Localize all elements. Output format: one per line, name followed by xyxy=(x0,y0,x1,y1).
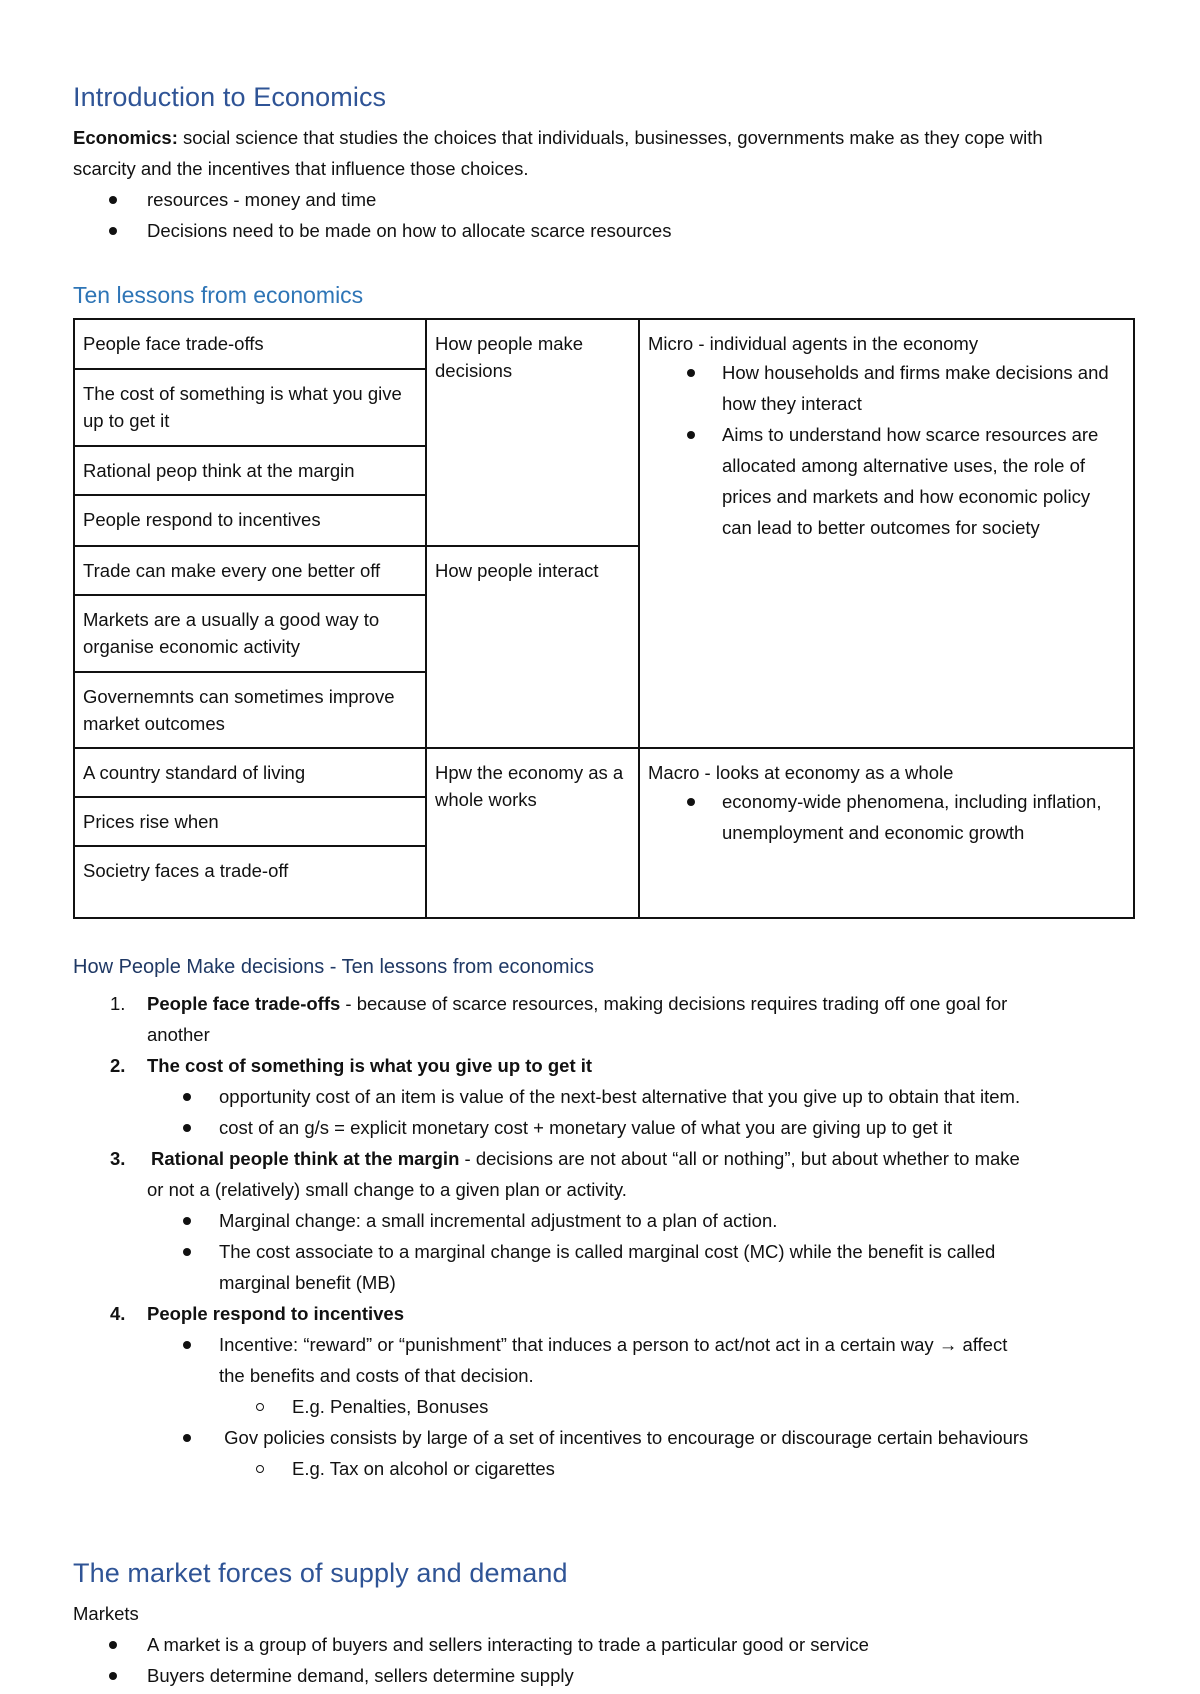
lesson-cell: A country standard of living xyxy=(74,748,426,797)
definition-term: Economics: xyxy=(73,127,178,148)
list-item: 1. People face trade-offs - because of scarce resources, making decisions requires trading off one goal for another xyxy=(110,993,1008,1045)
lesson-cell: Trade can make every one better off xyxy=(74,546,426,595)
bullet-icon xyxy=(183,1341,191,1349)
list-item: The cost associate to a marginal change is called marginal cost (MC) while the benefit is called marginal benefit (MB) xyxy=(183,1236,1133,1298)
lesson-cell: The cost of something is what you give up to get it xyxy=(74,369,426,446)
list-item: resources - money and time xyxy=(109,184,1009,215)
ten-lessons-table xyxy=(73,318,1135,919)
list-item: Decisions need to be made on how to allocate scarce resources xyxy=(109,215,1009,246)
list-item: 3. Rational people think at the margin - decisions are not about “all or nothing”, but about whether to make or not a (relatively) small change to a given plan or activity. xyxy=(110,1148,1020,1200)
lesson-cell: Governemnts can sometimes improve market outcomes xyxy=(74,672,426,748)
lesson-cell: People respond to incentives xyxy=(74,495,426,546)
intro-title: Introduction to Economics xyxy=(73,82,387,112)
market-subtitle: Markets xyxy=(73,1603,139,1624)
group-economy: Hpw the economy as a whole works xyxy=(426,748,639,918)
lesson-cell: Societry faces a trade-off xyxy=(74,846,426,918)
hollow-bullet-icon xyxy=(256,1465,264,1473)
bullet-icon xyxy=(687,369,695,377)
lesson-cell: People face trade-offs xyxy=(74,319,426,369)
ten-lessons-title: Ten lessons from economics xyxy=(73,282,364,308)
macro-heading: Macro - looks at economy as a whole xyxy=(648,762,954,783)
bullet-icon xyxy=(109,227,117,235)
bullet-icon xyxy=(183,1093,191,1101)
bullet-icon xyxy=(183,1124,191,1132)
list-item: E.g. Tax on alcohol or cigarettes xyxy=(256,1453,1133,1484)
list-item: How households and firms make decisions and how they interact xyxy=(648,357,1125,419)
lesson-cell: Markets are a usually a good way to organise economic activity xyxy=(74,595,426,672)
bullet-icon xyxy=(183,1434,191,1442)
bullet-icon xyxy=(687,798,695,806)
list-item: cost of an g/s = explicit monetary cost + monetary value of what you are giving up to get it xyxy=(183,1112,1133,1143)
decisions-title: How People Make decisions - Ten lessons from economics xyxy=(73,956,594,978)
economics-definition-cont: scarcity and the incentives that influence those choices. xyxy=(73,158,529,179)
list-item: A market is a group of buyers and sellers interacting to trade a particular good or service xyxy=(109,1629,1109,1660)
group-decisions: How people make decisions xyxy=(426,319,639,546)
lesson-cell: Prices rise when xyxy=(74,797,426,846)
list-item: 4. People respond to incentives xyxy=(110,1303,405,1324)
list-item: 2. The cost of something is what you give up to get it xyxy=(110,1055,593,1076)
bullet-icon xyxy=(183,1217,191,1225)
bullet-icon xyxy=(109,1641,117,1649)
group-interact: How people interact xyxy=(426,546,639,748)
bullet-icon xyxy=(687,431,695,439)
micro-heading: Micro - individual agents in the economy xyxy=(648,333,979,354)
hollow-bullet-icon xyxy=(256,1403,264,1411)
list-item: economy-wide phenomena, including inflation, unemployment and economic growth xyxy=(648,786,1125,848)
lesson-cell: Rational peop think at the margin xyxy=(74,446,426,495)
market-title: The market forces of supply and demand xyxy=(73,1558,568,1588)
list-item: Marginal change: a small incremental adjustment to a plan of action. xyxy=(183,1205,1133,1236)
list-item: E.g. Penalties, Bonuses xyxy=(256,1391,1133,1422)
micro-cell xyxy=(639,319,1134,748)
bullet-icon xyxy=(183,1248,191,1256)
macro-cell xyxy=(639,748,1134,918)
list-item: Aims to understand how scarce resources are allocated among alternative uses, the role of prices and markets and how economic policy can lead to better outcomes for society xyxy=(648,419,1125,543)
list-item: Gov policies consists by large of a set of incentives to encourage or discourage certain behaviours xyxy=(183,1422,1133,1453)
list-item: Buyers determine demand, sellers determine supply xyxy=(109,1660,1109,1691)
list-item: Incentive: “reward” or “punishment” that induces a person to act/not act in a certain way → affect the benefits and costs of that decision. xyxy=(183,1329,1133,1391)
list-item: opportunity cost of an item is value of the next-best alternative that you give up to obtain that item. xyxy=(183,1081,1133,1112)
bullet-icon xyxy=(109,1672,117,1680)
bullet-icon xyxy=(109,196,117,204)
economics-definition: Economics: social science that studies the choices that individuals, businesses, governments make as they cope with xyxy=(73,127,1043,148)
